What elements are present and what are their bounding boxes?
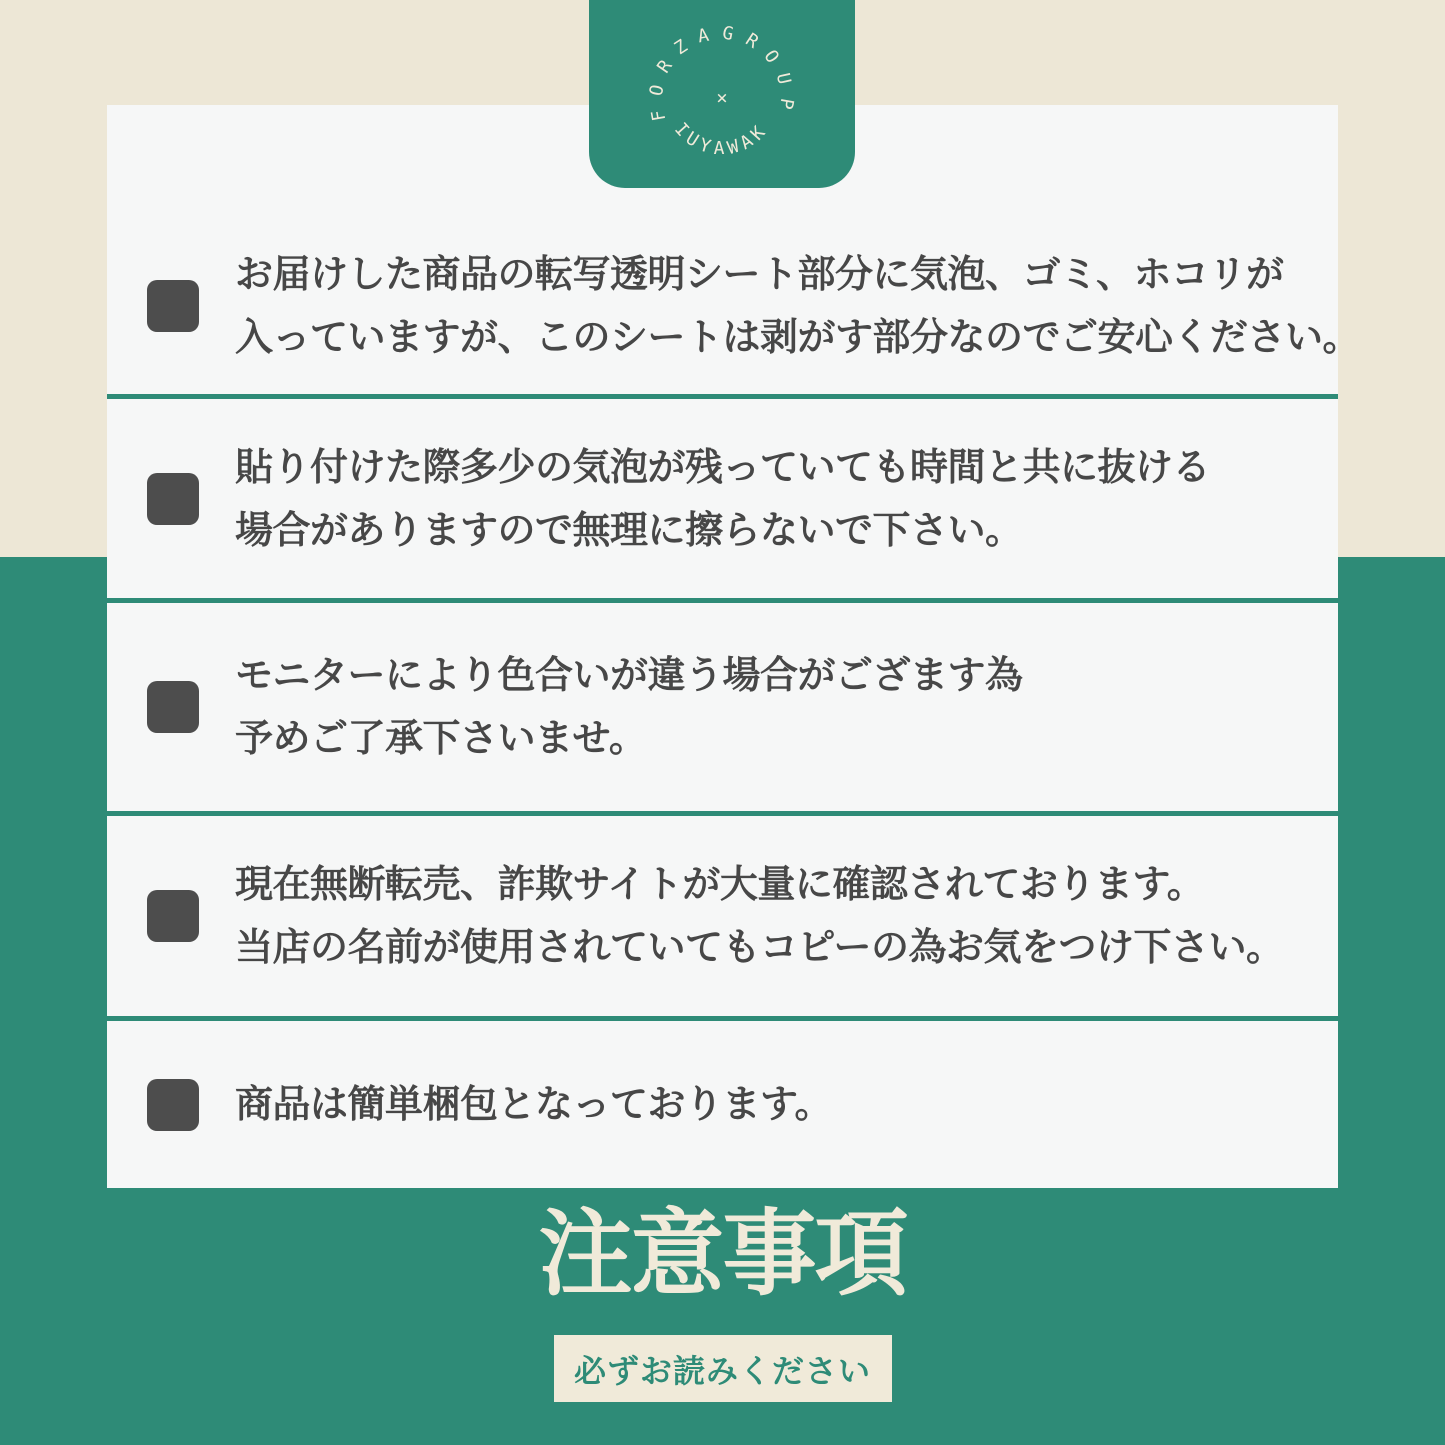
notice-line: 場合がありますので無理に擦らないで下さい。 xyxy=(235,507,1023,552)
brand-badge xyxy=(589,0,855,188)
logo-x-separator: × xyxy=(716,87,728,109)
brand-logo-icon xyxy=(589,0,855,188)
notice-line: 当店の名前が使用されていてもコピーの為お気をつけ下さい。 xyxy=(235,925,1284,969)
notice-line: お届けした商品の転写透明シート部分に気泡、ゴミ、ホコリが xyxy=(235,251,1284,296)
notice-item-5 xyxy=(107,1021,1338,1188)
svg-text:IUYAWAK xyxy=(670,119,773,159)
read-notice-label-text: 必ずお読みください xyxy=(573,1351,871,1390)
square-bullet-icon xyxy=(147,280,199,332)
notice-text xyxy=(235,243,1360,369)
notice-text xyxy=(235,436,1210,562)
notice-list xyxy=(107,105,1361,1188)
notice-line: モニターにより色合いが違う場合がござます為 xyxy=(235,653,1023,697)
page-title: 注意事項 xyxy=(538,1200,907,1309)
notice-line: 貼り付けた際多少の気泡が残っていても時間と共に抜ける xyxy=(235,444,1211,489)
logo-top-arc-text: FORZAGROUP xyxy=(645,22,798,123)
notice-item-4 xyxy=(107,816,1338,1016)
notice-text xyxy=(235,853,1283,979)
notice-line: 商品は簡単梱包となっております。 xyxy=(235,1082,832,1126)
read-notice-label xyxy=(554,1335,892,1402)
square-bullet-icon xyxy=(147,1079,199,1131)
notice-line: 予めご了承下さいませ。 xyxy=(235,716,647,760)
square-bullet-icon xyxy=(147,473,199,525)
notice-line: 入っていますが、このシートは剥がす部分なのでご安心ください。 xyxy=(235,314,1361,359)
notice-text xyxy=(235,1073,832,1136)
notice-text xyxy=(235,644,1023,770)
logo-bottom-arc-text: IUYAWAK xyxy=(670,118,773,160)
square-bullet-icon xyxy=(147,890,199,942)
notice-line: 現在無断転売、詐欺サイトが大量に確認されております。 xyxy=(235,862,1205,906)
notice-item-3 xyxy=(107,603,1338,811)
square-bullet-icon xyxy=(147,681,199,733)
notice-item-2 xyxy=(107,399,1338,598)
